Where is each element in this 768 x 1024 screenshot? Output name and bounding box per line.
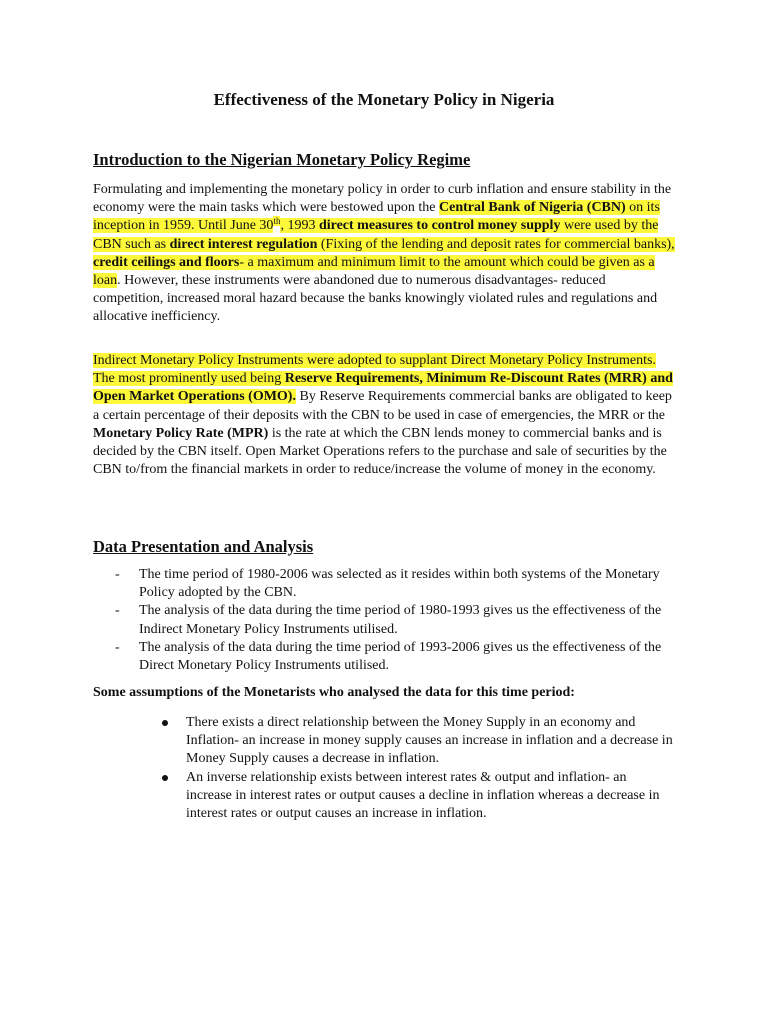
bullet-icon (162, 720, 168, 726)
list-item (140, 769, 675, 824)
assumptions-heading: Some assumptions of the Monetarists who analysed the data for this time period: (93, 685, 575, 700)
list-item-text: There exists a direct relationship between the Money Supply in an economy and Inflation- an increase in money supply causes an increase in inflation and a decrease in Money Supply causes a decrease in inflation. (186, 715, 673, 767)
list-item-text: The analysis of the data during the time period of 1993-2006 gives us the effectiveness of the Direct Monetary Policy Instruments utilised. (139, 639, 662, 674)
bold-mpr: Monetary Policy Rate (MPR) (93, 425, 269, 441)
list-item (93, 602, 673, 638)
list-item-text: An inverse relationship exists between interest rates & output and inflation- an increase in interest rates or output causes a decline in inflation whereas a decrease in interest rates or output causes an increase in inflation. (186, 769, 660, 822)
analysis-list (93, 566, 673, 675)
document-title: Effectiveness of the Monetary Policy in Nigeria (213, 90, 555, 109)
intro-paragraph-1 (93, 181, 675, 327)
text-run: . However, these instruments were abandoned due to numerous disadvantages- reduced competition, increased moral hazard because the banks knowingly violated rules and regulations and allocative inefficiency. (93, 273, 658, 325)
highlight-credit-ceilings: credit ceilings and floors (93, 254, 240, 270)
list-item-text: The time period of 1980-2006 was selected as it resides within both systems of the Monetary Policy adopted by the CBN. (139, 567, 660, 601)
highlight-direct-measures: direct measures to control money supply (318, 218, 561, 234)
text-run: By Reserve Requirements commercial banks are obligated to keep a certain percentage of their deposits with the CBN to be used in case of emergencies, the MRR or the (93, 389, 672, 423)
text-run: (Fixing of the lending and deposit rates for commercial banks), (317, 236, 675, 252)
assumptions-list (140, 714, 675, 823)
dash-marker: - (115, 639, 120, 655)
text-run: Formulating and implementing the monetary policy in order to curb inflation and ensure stability in the economy were the main tasks which were bestowed upon the (93, 182, 672, 216)
text-run: is the rate at which the CBN lends money to commercial banks and is decided by the CBN itself. Open Market Operations refers to the purchase and sale of securities by the CBN to/from the financial markets in order to reduce/increase the volume of money in the economy. (93, 425, 667, 478)
superscript: th (273, 215, 281, 226)
text-run: - a maximum and minimum limit to the amount which could be given as a loan (93, 254, 655, 289)
list-item (93, 639, 673, 675)
list-item (93, 566, 673, 602)
highlight-cbn: Central Bank of Nigeria (CBN) (439, 200, 626, 216)
dash-marker: - (115, 567, 120, 582)
bullet-icon (162, 775, 168, 781)
data-section-heading: Data Presentation and Analysis (93, 537, 314, 556)
intro-paragraph-2 (93, 352, 675, 479)
intro-heading: Introduction to the Nigerian Monetary Policy Regime (93, 150, 471, 169)
text-run: , 1993 (280, 218, 319, 234)
list-item (140, 714, 675, 769)
text-run: on its inception in 1959. Until June 30 (93, 200, 660, 234)
highlight-direct-interest: direct interest regulation (169, 236, 318, 252)
list-item-text: The analysis of the data during the time period of 1980-1993 gives us the effectiveness of the Indirect Monetary Policy Instruments utilised. (139, 603, 662, 637)
dash-marker: - (115, 603, 120, 619)
highlight-reserve-requirements: Reserve Requirements, Minimum Re-Discount Rates (MRR) and Open Market Operations (OMO). (93, 371, 673, 405)
text-run: Indirect Monetary Policy Instruments were adopted to supplant Direct Monetary Policy Instruments. The most prominently used being (93, 353, 656, 387)
text-run: were used by the CBN such as (93, 218, 659, 252)
